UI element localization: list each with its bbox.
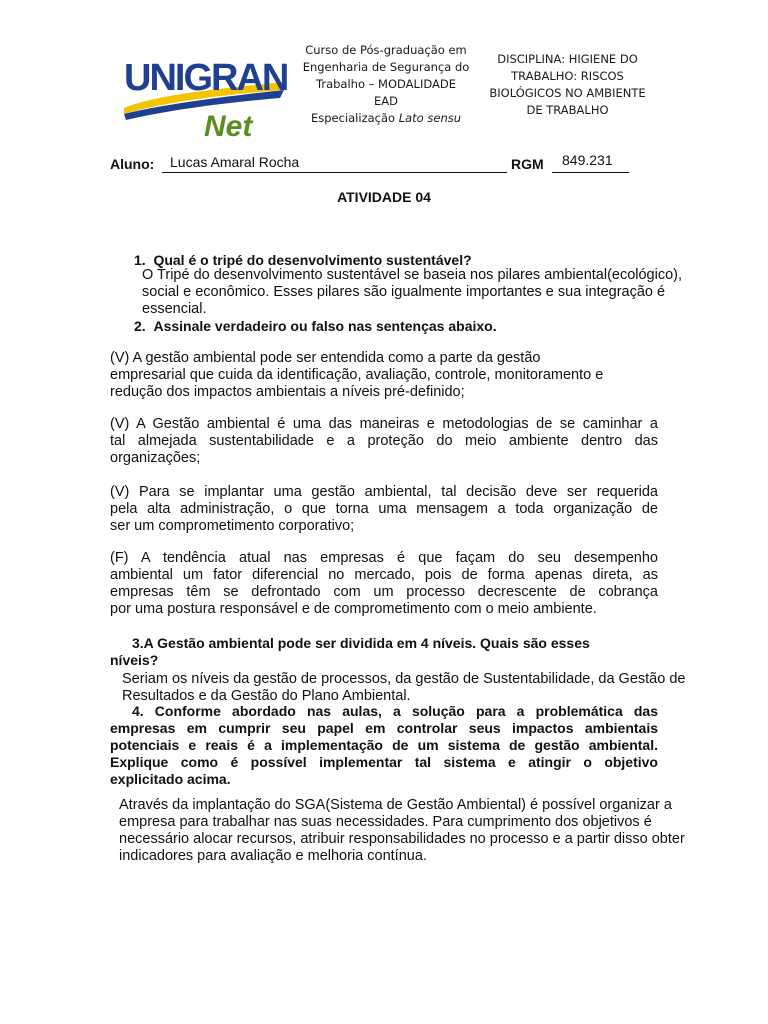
course-spec: Especialização <box>310 111 399 125</box>
rgm-field <box>552 152 629 173</box>
question-line: 3.A Gestão ambiental pode ser dividida em 4 níveis. Quais são esses <box>132 635 590 651</box>
answer-line: Através da implantação do SGA(Sistema de Gestão Ambiental) é possível organizar a <box>119 797 672 813</box>
statement-4 <box>110 550 658 618</box>
question-2: 2. Assinale verdadeiro ou falso nas sentenças abaixo. <box>134 318 497 334</box>
discipline-line: DE TRABALHO <box>526 103 609 117</box>
question-line: níveis? <box>110 652 159 668</box>
answer-line: empresa para trabalhar nas suas necessidades. Para cumprimento dos objetivos é <box>119 814 652 830</box>
aluno-field <box>162 155 507 173</box>
answer-3 <box>122 671 732 705</box>
rgm-label: RGM <box>511 156 544 172</box>
answer-line: indicadores para avaliação e melhoria contínua. <box>119 848 427 864</box>
answer-line: O Tripé do desenvolvimento sustentável se baseia nos pilares ambiental(ecológico), <box>142 267 683 283</box>
question-3 <box>110 635 658 669</box>
statement-line: (V) A gestão ambiental pode ser entendida como a parte da gestão <box>110 350 541 366</box>
question-4 <box>110 703 658 788</box>
statement-line: por uma postura responsável e de comprometimento com o meio ambiente. <box>110 601 597 617</box>
statement-line: tal almejada sustentabilidade e a proteção do meio ambiente dentro das <box>110 433 658 449</box>
statement-line: empresas têm se defrontado com um processo decrescente de cobrança <box>110 584 658 600</box>
answer-1 <box>142 267 732 318</box>
answer-line: essencial. <box>142 301 207 317</box>
course-lato-sensu: Lato sensu <box>398 111 462 125</box>
question-line: Explique como é possível implementar tal sistema e atingir o objetivo <box>110 754 658 770</box>
statement-line: (F) A tendência atual nas empresas é que façam do seu desempenho <box>110 550 658 566</box>
statement-1 <box>110 350 658 401</box>
discipline-line: DISCIPLINA: HIGIENE DO <box>497 52 638 66</box>
course-line: Curso de Pós-graduação em <box>305 43 467 57</box>
logo-brand-text: UNIGRAN <box>124 57 288 99</box>
statement-3 <box>110 484 658 535</box>
statement-2 <box>110 416 658 467</box>
answer-line: social e econômico. Esses pilares são igualmente importantes e sua integração é <box>142 284 666 300</box>
question-line: 4. Conforme abordado nas aulas, a solução para a problemática das <box>132 703 658 719</box>
answer-line: Resultados e da Gestão do Plano Ambiental. <box>122 688 411 704</box>
logo-graphic <box>118 42 288 142</box>
unigran-net-logo <box>118 42 288 142</box>
course-line: EAD <box>374 94 398 108</box>
statement-line: ser um comprometimento corporativo; <box>110 518 355 534</box>
statement-line: (V) Para se implantar uma gestão ambiental, tal decisão deve ser requerida <box>110 484 658 500</box>
aluno-value: Lucas Amaral Rocha <box>170 154 300 170</box>
course-line: Engenharia de Segurança do <box>302 60 470 74</box>
discipline-line: BIOLÓGICOS NO AMBIENTE <box>489 86 646 100</box>
statement-line: (V) A Gestão ambiental é uma das maneiras e metodologias de se caminhar a <box>110 416 658 432</box>
aluno-label: Aluno: <box>110 156 155 172</box>
answer-line: Seriam os níveis da gestão de processos, da gestão de Sustentabilidade, da Gestão de <box>122 671 686 687</box>
discipline-line: TRABALHO: RISCOS <box>511 69 624 83</box>
statement-line: organizações; <box>110 450 201 466</box>
answer-4 <box>119 797 739 865</box>
question-line: potenciais e reais é a implementação de um sistema de gestão ambiental. <box>110 737 658 753</box>
question-1: 1. Qual é o tripé do desenvolvimento sustentável? <box>134 252 472 268</box>
question-line: empresas em cumprir seu papel em controlar seus impactos ambientais <box>110 720 658 736</box>
course-line: Trabalho – MODALIDADE <box>316 77 456 91</box>
rgm-value: 849.231 <box>562 152 613 168</box>
statement-line: pela alta administração, o que torna uma mensagem a toda organização de <box>110 501 658 517</box>
course-info <box>300 42 472 127</box>
statement-line: ambiental um fator diferencial no mercado, pois de forma apenas direta, as <box>110 567 658 583</box>
answer-line: necessário alocar recursos, atribuir responsabilidades no processo e a partir disso obter <box>119 831 685 847</box>
page-title: ATIVIDADE 04 <box>337 189 431 205</box>
question-line: explicitado acima. <box>110 771 231 787</box>
statement-line: empresarial que cuida da identificação, avaliação, controle, monitoramento e <box>110 367 604 383</box>
logo-sub-text: Net <box>204 110 253 142</box>
course-line <box>300 110 472 127</box>
statement-line: redução dos impactos ambientais a níveis pré-definido; <box>110 384 465 400</box>
discipline-info <box>480 51 655 119</box>
